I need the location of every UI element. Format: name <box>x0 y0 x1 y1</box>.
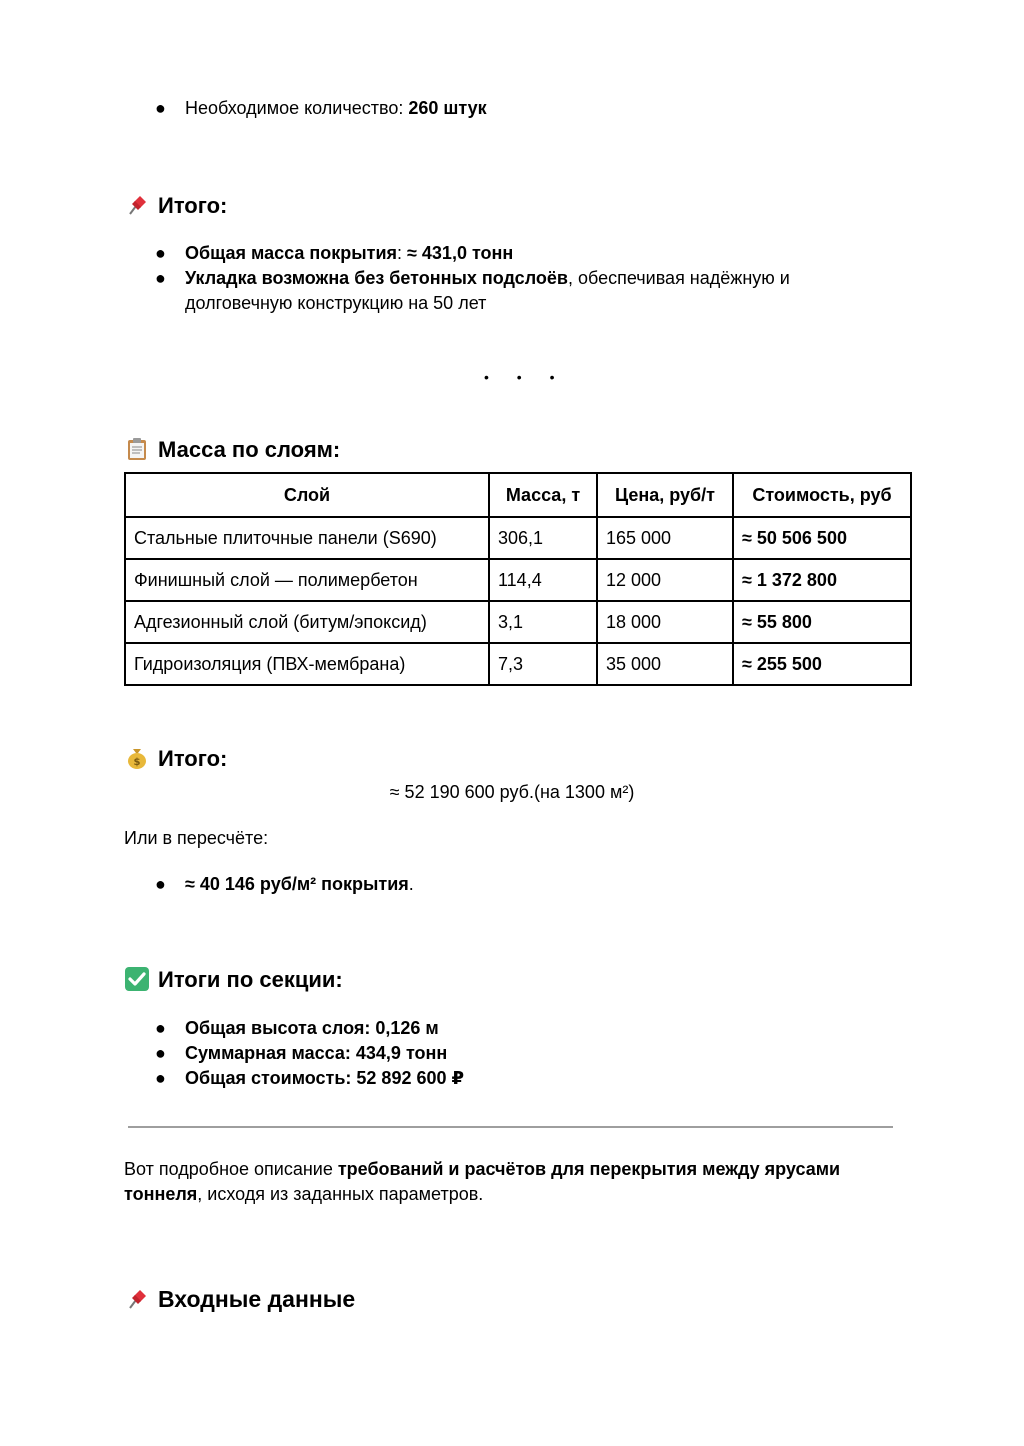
table-cell: 18 000 <box>597 601 733 643</box>
section-heading-total: Итого: <box>124 192 227 220</box>
table-header-row <box>125 473 911 517</box>
table-row <box>125 643 911 685</box>
section-heading-input-data: Входные данные <box>124 1285 355 1313</box>
section-heading-mass: Масса по слоям: <box>124 436 340 464</box>
table-header-cell: Стоимость, руб <box>733 473 911 517</box>
table-cell: ≈ 50 506 500 <box>733 517 911 559</box>
bullet-icon: ● <box>155 243 166 263</box>
bullet-icon: ● <box>155 1068 166 1088</box>
table-cell: 165 000 <box>597 517 733 559</box>
svg-text:$: $ <box>133 757 141 768</box>
table-row <box>125 559 911 601</box>
table-cell: ≈ 255 500 <box>733 643 911 685</box>
table-cell: Адгезионный слой (битум/эпоксид) <box>125 601 489 643</box>
recalc-text: Или в пересчёте: <box>124 828 269 848</box>
bullet-icon: ● <box>155 874 166 894</box>
mass-table <box>124 472 912 686</box>
table-cell: 7,3 <box>489 643 597 685</box>
table-header-cell: Цена, руб/т <box>597 473 733 517</box>
table-cell: 306,1 <box>489 517 597 559</box>
section-heading-summary: Итоги по секции: <box>124 966 343 994</box>
item-label: Необходимое количество: <box>185 98 409 118</box>
item-value: 260 штук <box>408 98 487 118</box>
pushpin-icon <box>124 192 150 218</box>
bullet-icon: ● <box>155 98 166 118</box>
table-row <box>125 517 911 559</box>
table-cell: 3,1 <box>489 601 597 643</box>
table-header-cell: Слой <box>125 473 489 517</box>
total-cost-line: ≈ 52 190 600 руб.(на 1300 м²) <box>389 782 635 802</box>
table-row <box>125 601 911 643</box>
table-cell: Финишный слой — полимербетон <box>125 559 489 601</box>
table-cell: ≈ 55 800 <box>733 601 911 643</box>
horizontal-rule <box>128 1126 893 1128</box>
table-cell: ≈ 1 372 800 <box>733 559 911 601</box>
table-cell: 114,4 <box>489 559 597 601</box>
table-cell: Стальные плиточные панели (S690) <box>125 517 489 559</box>
bullet-icon: ● <box>155 1043 166 1063</box>
table-cell: 35 000 <box>597 643 733 685</box>
clipboard-icon <box>124 436 150 462</box>
section-separator: • • • <box>484 369 567 385</box>
money-bag-icon <box>124 745 150 771</box>
table-header-cell: Масса, т <box>489 473 597 517</box>
bullet-icon: ● <box>155 268 166 288</box>
check-mark-icon <box>124 966 150 992</box>
pushpin-icon <box>124 1286 150 1312</box>
table-cell: 12 000 <box>597 559 733 601</box>
table-cell: Гидроизоляция (ПВХ-мембрана) <box>125 643 489 685</box>
bullet-icon: ● <box>155 1018 166 1038</box>
section-heading-money-total: $ Итого: <box>124 745 227 773</box>
intro-paragraph: Вот подробное описание требований и расчётов для перекрытия между ярусами тоннеля, исходя из заданных параметров. <box>124 1159 841 1204</box>
